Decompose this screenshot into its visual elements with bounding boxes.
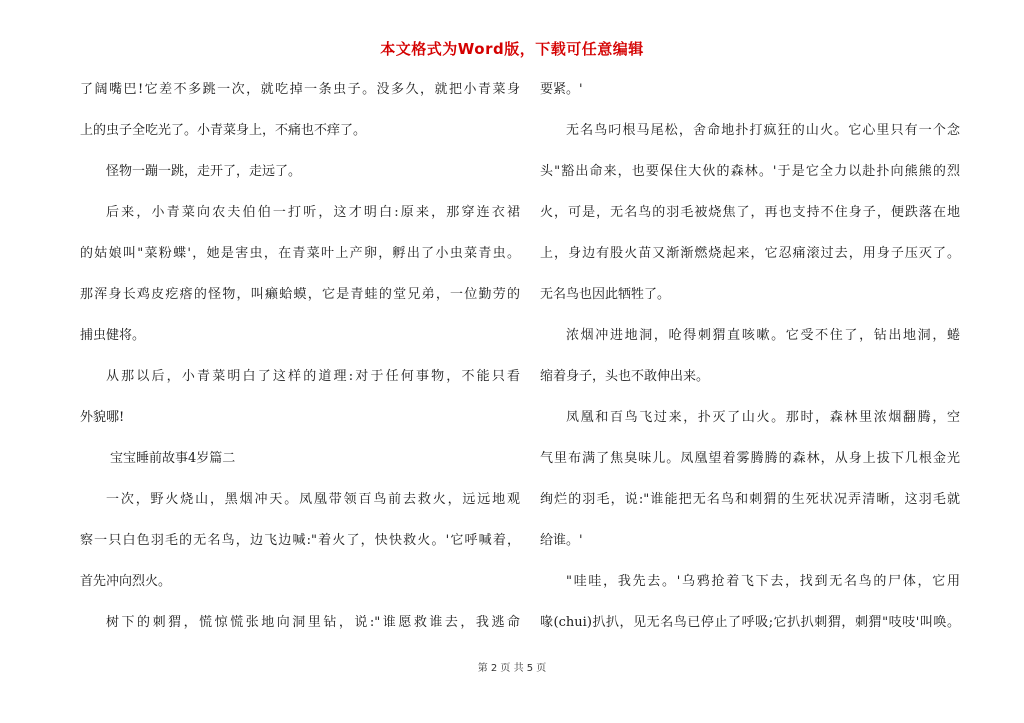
text-line: 气里布满了焦臭味儿。凤凰望着雾腾腾的森林，从身上拔下几根金光 (540, 451, 960, 466)
text-line: 火，可是，无名鸟的羽毛被烧焦了，再也支持不住身子，便跌落在地 (540, 205, 960, 220)
text-line: 从那以后，小青菜明白了这样的道理:对于任何事物，不能只看 (106, 369, 520, 384)
page-header-title: 本文格式为Word版，下载可任意编辑 (380, 40, 644, 58)
text-line: 捕虫健将。 (80, 328, 146, 343)
text-line: 那浑身长鸡皮疙瘩的怪物，叫癞蛤蟆，它是青蛙的堂兄弟，一位勤劳的 (80, 287, 520, 302)
text-line: 了阔嘴巴!它差不多跳一次，就吃掉一条虫子。没多久，就把小青菜身 (80, 82, 520, 97)
text-line: 的姑娘叫"菜粉蝶'，她是害虫，在青菜叶上产卵，孵出了小虫菜青虫。 (80, 246, 520, 261)
text-line: 凤凰和百鸟飞过来，扑灭了山火。那时，森林里浓烟翻腾，空 (566, 410, 960, 425)
text-line: 喙(chui)扒扒，见无名鸟已停止了呼吸;它扒扒刺猬，刺猬"吱吱'叫唤。 (540, 615, 960, 630)
text-line: 头"豁出命来，也要保住大伙的森林。'于是它全力以赴扑向熊熊的烈 (540, 164, 960, 179)
text-line: 上，身边有股火苗又渐渐燃烧起来，它忍痛滚过去，用身子压灭了。 (540, 246, 960, 261)
page-number-footer: 第 2 页 共 5 页 (477, 663, 547, 674)
right-text-column (540, 76, 960, 650)
text-line: 察一只白色羽毛的无名鸟，边飞边喊:"着火了，快快救火。'它呼喊着， (80, 533, 520, 548)
text-line: 后来，小青菜向农夫伯伯一打听，这才明白:原来，那穿连衣裙 (106, 205, 520, 220)
text-line: 缩着身子，头也不敢伸出来。 (540, 369, 710, 384)
text-line: 怪物一蹦一跳，走开了，走远了。 (106, 164, 302, 179)
text-line: 一次，野火烧山，黑烟冲天。凤凰带领百鸟前去救火，远远地观 (106, 492, 520, 507)
text-line: 给谁。' (540, 533, 583, 548)
text-line: 上的虫子全吃光了。小青菜身上，不痛也不痒了。 (80, 123, 367, 138)
text-line: "哇哇，我先去。'乌鸦抢着飞下去，找到无名鸟的尸体，它用 (566, 574, 960, 589)
text-line: 首先冲向烈火。 (80, 574, 172, 589)
text-line: 无名鸟也因此牺牲了。 (540, 287, 671, 302)
section-heading: 宝宝睡前故事4岁篇二 (110, 451, 236, 466)
text-line: 外貌哪! (80, 410, 125, 425)
text-line: 树下的刺猬，慌惊慌张地向洞里钻，说:"谁愿救谁去，我逃命 (106, 615, 520, 630)
text-line: 无名鸟叼根马尾松，舍命地扑打疯狂的山火。它心里只有一个念 (566, 123, 960, 138)
text-line: 绚烂的羽毛，说:"谁能把无名鸟和刺猬的生死状况弄清晰，这羽毛就 (540, 492, 960, 507)
left-text-column (80, 76, 520, 650)
text-line: 要紧。' (540, 82, 583, 97)
text-line: 浓烟冲进地洞，呛得刺猬直咳嗽。它受不住了，钻出地洞，蜷 (566, 328, 960, 343)
